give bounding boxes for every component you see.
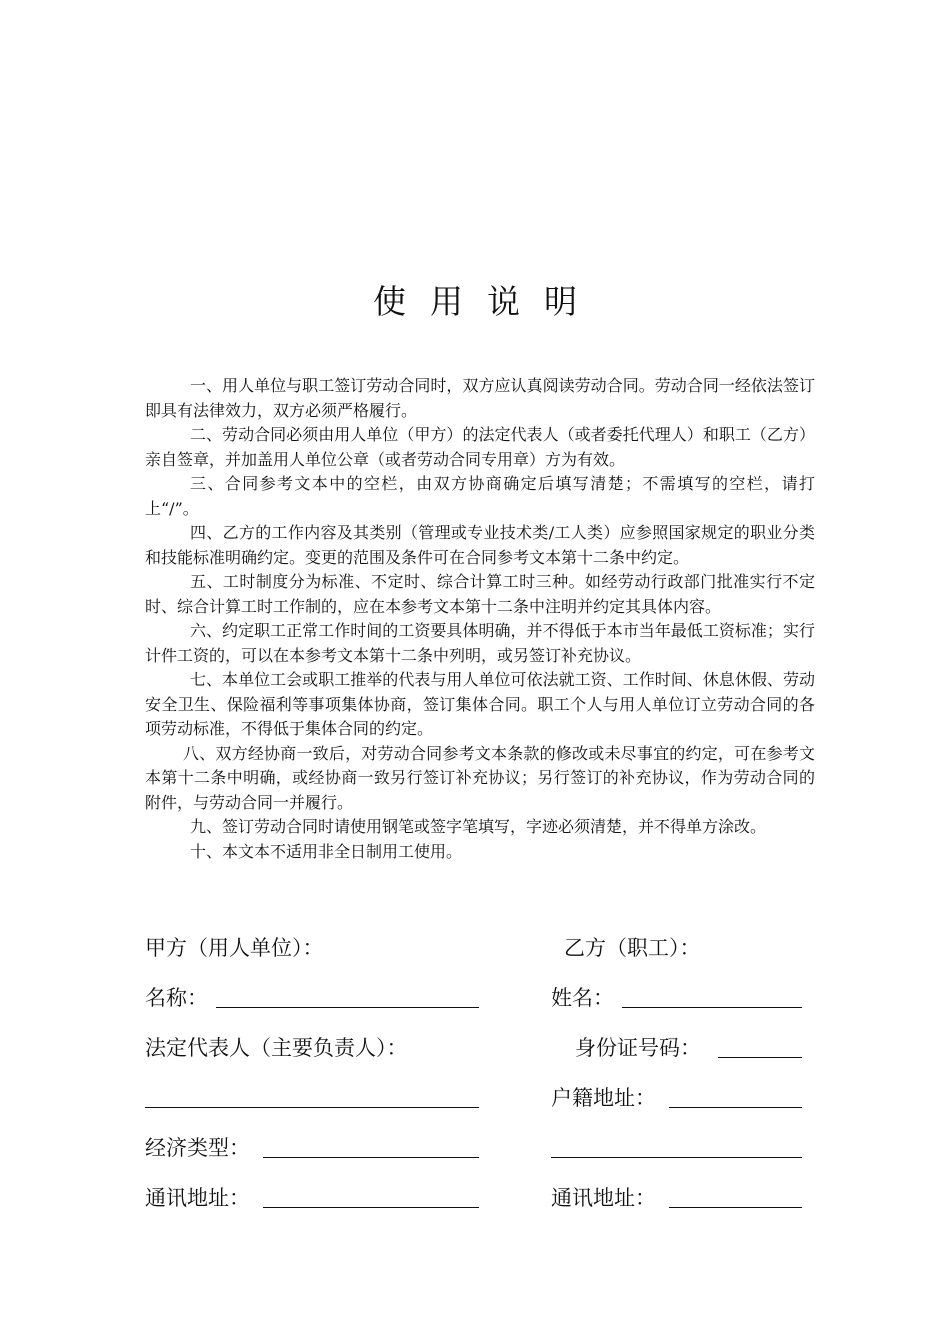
party-b-id-field[interactable]	[718, 1057, 802, 1058]
party-a-economic-type-label: 经济类型：	[145, 1136, 250, 1160]
party-b-id-label: 身份证号码：	[575, 1036, 701, 1060]
instruction-item-2: 二、劳动合同必须由用人单位（甲方）的法定代表人（或者委托代理人）和职工（乙方）亲自签章，并加盖用人单位公章（或者劳动合同专用章）方为有效。	[145, 425, 815, 469]
instruction-item-4: 四、乙方的工作内容及其类别（管理或专业技术类/工人类）应参照国家规定的职业分类和技能标准明确约定。变更的范围及条件可在合同参考文本第十二条中约定。	[145, 523, 815, 567]
instruction-item-1: 一、用人单位与职工签订劳动合同时，双方应认真阅读劳动合同。劳动合同一经依法签订即具有法律效力，双方必须严格履行。	[145, 376, 815, 420]
party-b-household-field[interactable]	[669, 1107, 802, 1108]
instruction-item-3: 三、合同参考文本中的空栏，由双方协商确定后填写清楚；不需填写的空栏，请打上“/”。	[145, 474, 815, 518]
instructions-body	[145, 374, 815, 864]
instruction-item-5: 五、工时制度分为标准、不定时、综合计算工时三种。如经劳动行政部门批准实行不定时、综合计算工时工作制的，应在本参考文本第十二条中注明并约定其具体内容。	[145, 572, 815, 616]
party-b-name-label: 姓名：	[551, 986, 614, 1010]
party-b-address-field[interactable]	[669, 1207, 802, 1208]
party-b-heading: 乙方（职工）：	[564, 936, 701, 960]
party-a-economic-type-field[interactable]	[263, 1157, 479, 1158]
party-a-legal-rep-label: 法定代表人（主要负责人）：	[145, 1036, 408, 1060]
party-a-name-field[interactable]	[216, 1007, 479, 1008]
instruction-item-10: 十、本文本不适用非全日制用工使用。	[190, 841, 463, 861]
party-b-household-label: 户籍地址：	[551, 1086, 656, 1110]
instruction-item-9: 九、签订劳动合同时请使用钢笔或签字笔填写，字迹必须清楚，并不得单方涂改。	[190, 817, 767, 836]
party-a-legal-rep-field[interactable]	[145, 1107, 479, 1108]
instruction-item-6: 六、约定职工正常工作时间的工资要具体明确，并不得低于本市当年最低工资标准；实行计件工资的，可以在本参考文本第十二条中列明，或另签订补充协议。	[145, 621, 815, 665]
instruction-item-8: 八、双方经协商一致后，对劳动合同参考文本条款的修改或未尽事宜的约定，可在参考文本第十二条中明确，或经协商一致另行签订补充协议；另行签订的补充协议，作为劳动合同的附件，与劳动合同一并履行。	[145, 743, 815, 812]
party-b-name-field[interactable]	[622, 1007, 802, 1008]
party-a-name-label: 名称：	[145, 986, 208, 1010]
party-a-heading: 甲方（用人单位）：	[145, 936, 324, 960]
party-a-address-field[interactable]	[263, 1207, 479, 1208]
party-a-address-label: 通讯地址：	[145, 1186, 250, 1210]
party-b-address-label: 通讯地址：	[551, 1186, 656, 1210]
instruction-item-7: 七、本单位工会或职工推举的代表与用人单位可依法就工资、工作时间、休息休假、劳动安全卫生、保险福利等事项集体协商，签订集体合同。职工个人与用人单位订立劳动合同的各项劳动标准，不得低于集体合同的约定。	[145, 670, 815, 738]
page-title: 使用说明	[373, 282, 601, 321]
party-b-household-field-continued[interactable]	[551, 1157, 802, 1158]
